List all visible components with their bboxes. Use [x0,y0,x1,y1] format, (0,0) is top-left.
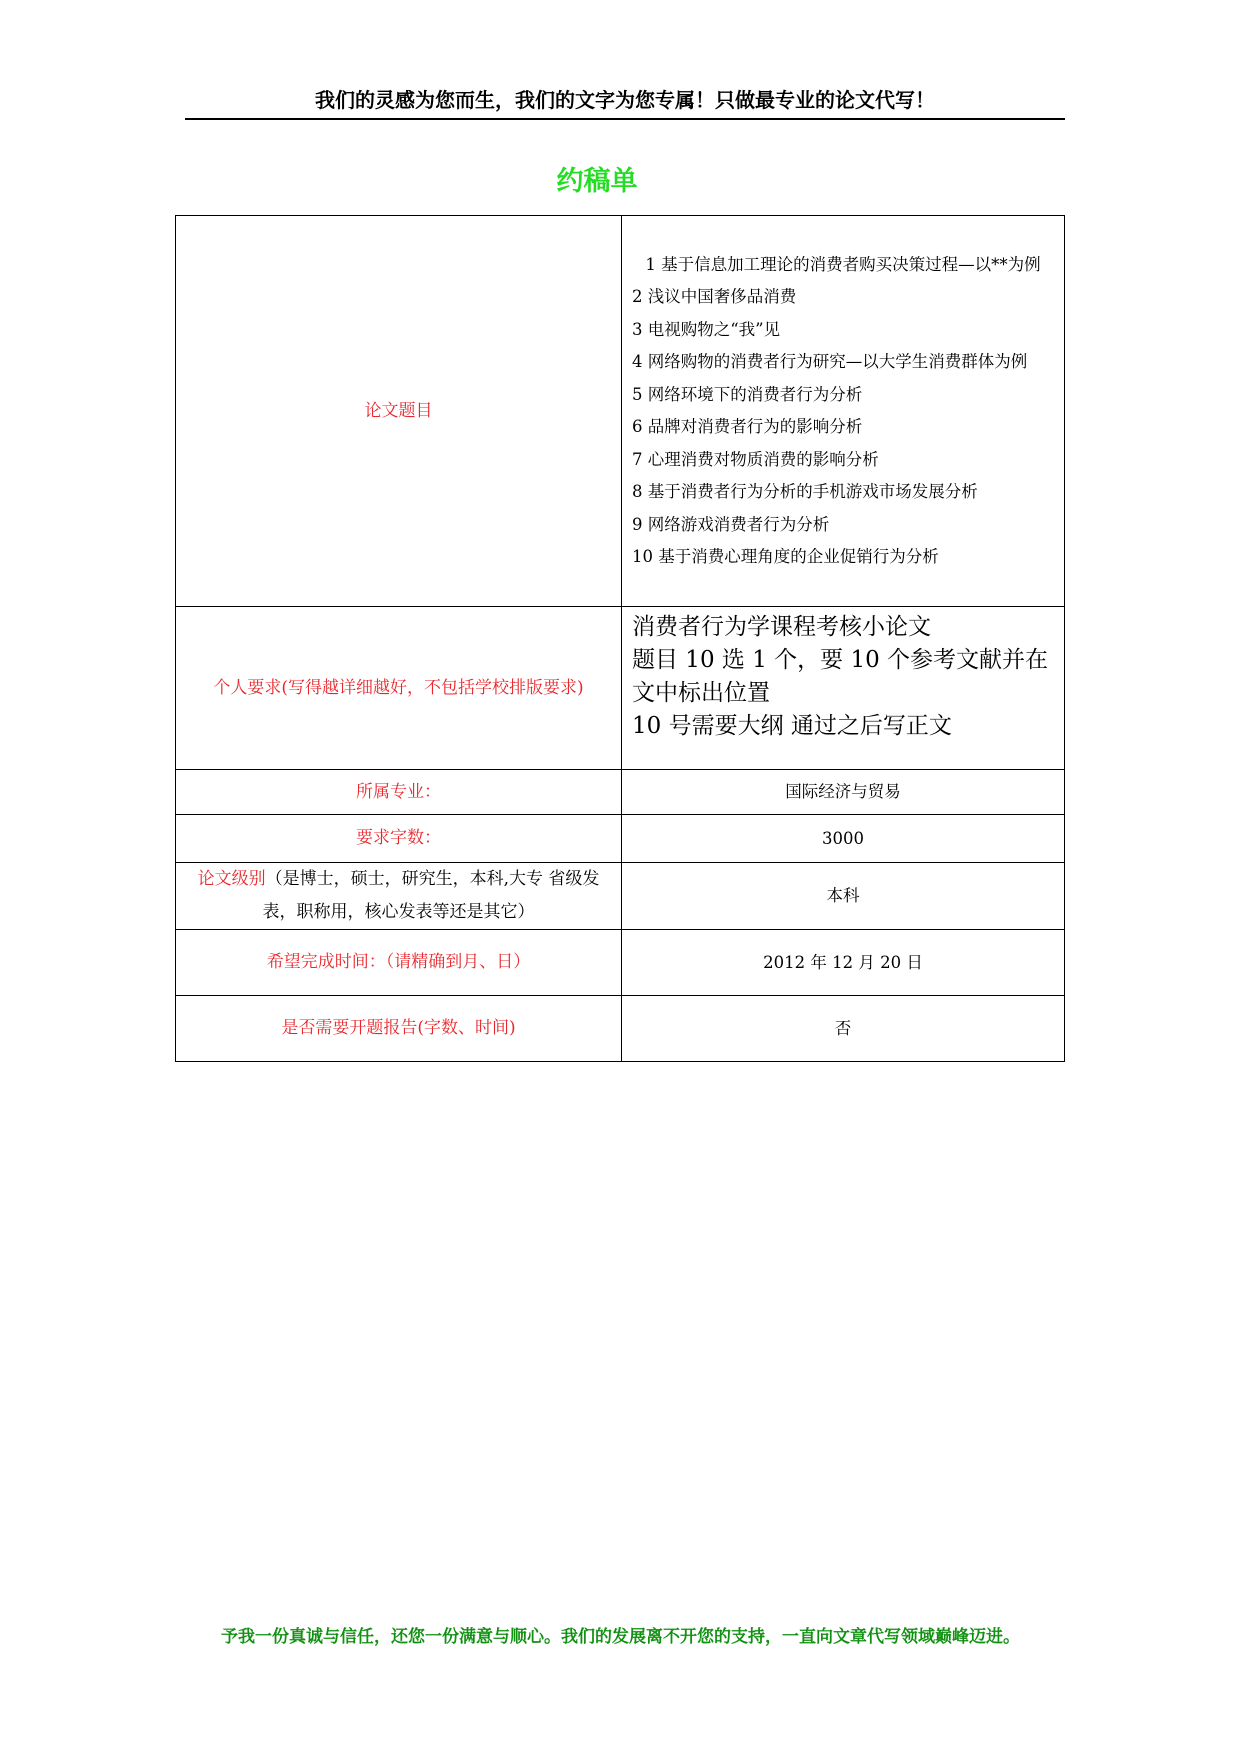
topic-item: 1 基于信息加工理论的消费者购买决策过程—以**为例 [645,254,1041,274]
row-requirements [176,607,1065,770]
requirements-text [622,607,1065,770]
label-level [176,863,622,930]
page-title: 约稿单 [556,166,638,197]
topic-item: 3 电视购物之“我”见 [632,319,781,339]
label-major: 所属专业： [176,770,622,815]
header-slogan: 我们的灵感为您而生，我们的文字为您专属！只做最专业的论文代写！ [315,88,935,112]
topics-list [622,216,1065,607]
label-level-main: 论文级别 [197,869,266,889]
row-major [176,770,1065,815]
topic-item: 4 网络购物的消费者行为研究—以大学生消费群体为例 [632,352,1028,371]
requirement-line: 10 号需要大纲 通过之后写正文 [632,713,952,739]
topic-item: 6 品牌对消费者行为的影响分析 [632,417,863,436]
footer-text: 予我一份真诚与信任，还您一份满意与顺心。我们的发展离不开您的支持，一直向文章代写领域巅峰迈进。 [221,1627,1020,1647]
label-proposal: 是否需要开题报告(字数、时间) [176,996,622,1062]
value-deadline: 2012 年 12 月 20 日 [622,930,1065,996]
value-level: 本科 [622,863,1065,930]
value-word-count: 3000 [622,815,1065,863]
label-word-count: 要求字数： [176,815,622,863]
requirement-line: 题目 10 选 1 个，要 10 个参考文献并在文中标出位置 [632,647,1049,706]
topic-item: 9 网络游戏消费者行为分析 [632,514,830,534]
row-topics [176,216,1065,607]
topic-item: 2 浅议中国奢侈品消费 [632,287,797,306]
topic-item: 10 基于消费心理角度的企业促销行为分析 [632,547,939,566]
row-level [176,863,1065,930]
value-proposal: 否 [622,996,1065,1062]
label-deadline: 希望完成时间：（请精确到月、日） [176,930,622,996]
topic-item: 8 基于消费者行为分析的手机游戏市场发展分析 [632,482,978,501]
row-deadline [176,930,1065,996]
topic-item: 7 心理消费对物质消费的影响分析 [632,449,879,469]
value-major: 国际经济与贸易 [622,770,1065,815]
order-form-table [175,215,1065,1062]
row-proposal [176,996,1065,1062]
label-level-note: （是博士，硕士，研究生，本科,大专 省级发表，职称用，核心发表等还是其它） [262,869,600,922]
label-topics: 论文题目 [176,216,622,607]
topic-item: 5 网络环境下的消费者行为分析 [632,384,863,404]
requirement-line: 消费者行为学课程考核小论文 [632,614,931,640]
row-word-count [176,815,1065,863]
label-requirements: 个人要求(写得越详细越好，不包括学校排版要求) [176,607,622,770]
header-divider [185,118,1065,120]
